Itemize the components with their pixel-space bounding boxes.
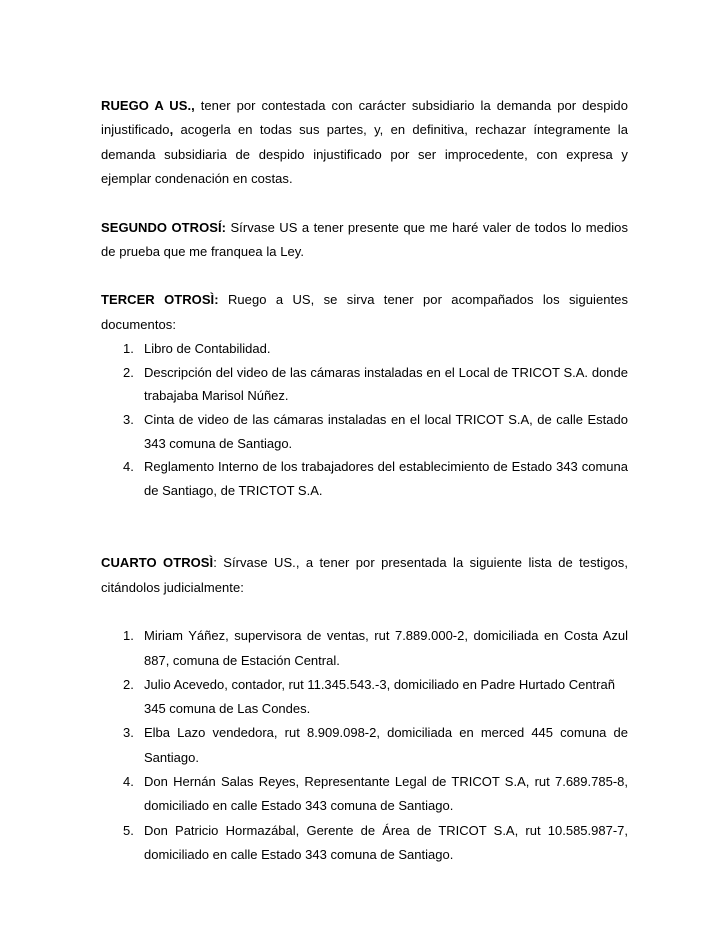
list-item-text: Cinta de video de las cámaras instaladas en el local TRICOT S.A, de calle Estado 343 comuna de Santiago. (144, 412, 628, 451)
ruego-bold-comma: , (169, 122, 174, 138)
witnesses-list (101, 624, 628, 867)
list-item-number: 3. (123, 725, 134, 741)
cuarto-otrosi-heading: CUARTO OTROSÌ (101, 555, 214, 571)
list-item-text: Reglamento Interno de los trabajadores del establecimiento de Estado 343 comuna de Santiago, de TRICTOT S.A. (144, 459, 628, 498)
list-item-number: 1. (123, 341, 134, 357)
list-item-text: Elba Lazo vendedora, rut 8.909.098-2, domiciliada en merced 445 comuna de Santiago. (144, 725, 628, 765)
list-item (101, 819, 628, 868)
list-item-text: Descripción del video de las cámaras instaladas en el Local de TRICOT S.A. donde trabajaba Marisol Núñez. (144, 364, 628, 404)
list-item-text: Miriam Yáñez, supervisora de ventas, rut 7.889.000-2, domiciliada en Costa Azul 887, comuna de Estación Central. (144, 628, 628, 668)
list-item (101, 721, 628, 770)
list-item (101, 673, 628, 722)
document-body (101, 94, 628, 867)
list-item (101, 361, 628, 408)
list-item-number: 2. (123, 676, 134, 692)
list-item (101, 337, 628, 361)
list-item-text: Don Hernán Salas Reyes, Representante Legal de TRICOT S.A, rut 7.689.785-8, domiciliado en calle Estado 343 comuna de Santiago. (144, 774, 628, 814)
list-item-number: 5. (123, 822, 134, 838)
cuarto-otrosi-text: : Sírvase US., a tener por presentada la siguiente lista de testigos, citándolos judicialmente: (101, 555, 629, 595)
ruego-heading: RUEGO A US., (101, 98, 195, 113)
paragraph-ruego (101, 94, 628, 192)
list-item-number: 4. (123, 459, 134, 475)
paragraph-tercer-otrosi (101, 288, 628, 337)
ruego-text-part1: tener por contestada con carácter subsidiario la demanda por despido injustificado (101, 98, 628, 138)
list-item-number: 4. (123, 774, 134, 789)
tercer-otrosi-text: Ruego a US, se sirva tener por acompañados los siguientes documentos: (101, 292, 628, 332)
list-item-number: 1. (123, 628, 134, 644)
segundo-otrosi-heading: SEGUNDO OTROSÍ: (101, 219, 227, 235)
ruego-text-part2: acogerla en todas sus partes, y, en definitiva, rechazar íntegramente la demanda subsidiaria de despido injustificado por ser improcedente, con expresa y ejemplar condenación en costas. (101, 122, 628, 187)
list-item-number: 2. (123, 364, 134, 380)
list-item-text: Don Patricio Hormazábal, Gerente de Área de TRICOT S.A, rut 10.585.987-7, domiciliado en calle Estado 343 comuna de Santiago. (144, 822, 628, 862)
list-item-text-continued: 345 comuna de Las Condes. (144, 701, 311, 717)
tercer-otrosi-heading: TERCER OTROSÌ: (101, 292, 219, 308)
list-item (101, 770, 628, 819)
segundo-otrosi-text: Sírvase US a tener presente que me haré valer de todos lo medios de prueba que me franquea la Ley. (101, 219, 628, 260)
paragraph-cuarto-otrosi (101, 551, 628, 600)
list-item (101, 408, 628, 455)
list-item (101, 455, 628, 502)
list-item-text: Julio Acevedo, contador, rut 11.345.543.-3, domiciliado en Padre Hurtado Centrañ (144, 676, 615, 692)
paragraph-segundo-otrosi (101, 216, 628, 265)
list-item-number: 3. (123, 412, 134, 428)
documents-list (101, 337, 628, 502)
list-item-text: Libro de Contabilidad. (144, 341, 271, 357)
list-item (101, 624, 628, 673)
